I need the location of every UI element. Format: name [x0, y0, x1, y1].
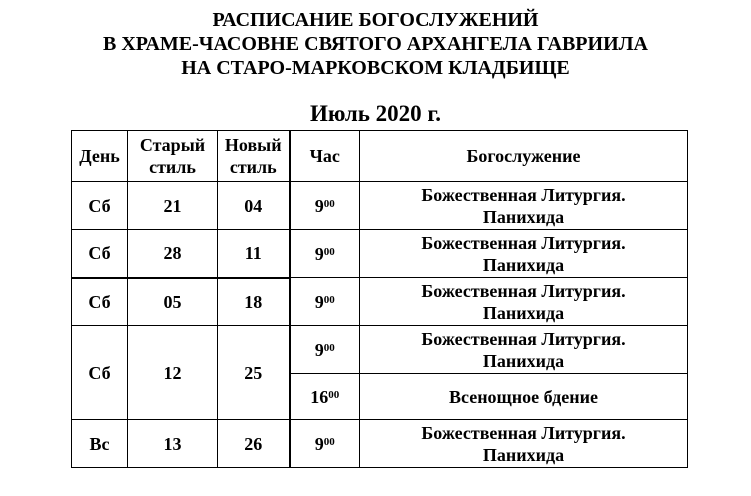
service-cell — [360, 420, 688, 468]
table-row — [72, 420, 688, 468]
service-cell — [360, 278, 688, 326]
day-cell: Сб — [72, 278, 128, 326]
service-line-2: Панихида — [482, 206, 565, 227]
title-line-3: НА СТАРО-МАРКОВСКОМ КЛАДБИЩЕ — [181, 57, 570, 79]
table-row — [72, 326, 688, 374]
time-cell — [290, 326, 360, 374]
old-style-cell: 21 — [128, 182, 218, 230]
old-style-cell: 13 — [128, 420, 218, 468]
old-style-cell: 28 — [128, 230, 218, 278]
column-header-service: Богослужение — [360, 131, 688, 182]
day-cell: Сб — [72, 326, 128, 420]
column-header-day: День — [72, 131, 128, 182]
old-style-cell: 05 — [128, 278, 218, 326]
time-cell — [290, 420, 360, 468]
time-minutes: 00 — [323, 245, 335, 258]
day-cell: Сб — [72, 230, 128, 278]
new-style-cell: 04 — [218, 182, 290, 230]
day-cell: Сб — [72, 182, 128, 230]
time-hour: 9 — [314, 195, 324, 216]
time-minutes: 00 — [323, 197, 335, 210]
service-cell — [360, 182, 688, 230]
table-header-row — [72, 131, 688, 182]
time-hour: 9 — [314, 243, 324, 264]
time-hour: 9 — [314, 433, 324, 454]
time-hour: 16 — [310, 386, 329, 407]
service-line-2: Панихида — [482, 444, 565, 465]
table-row — [72, 230, 688, 278]
service-cell — [360, 374, 688, 420]
time-cell — [290, 374, 360, 420]
service-line-2: Панихида — [482, 350, 565, 371]
time-cell — [290, 182, 360, 230]
service-cell — [360, 230, 688, 278]
new-style-cell: 25 — [218, 326, 290, 420]
table-row — [72, 278, 688, 326]
time-minutes: 00 — [323, 341, 335, 354]
time-hour: 9 — [314, 339, 324, 360]
column-header-new-style: Новый стиль — [218, 131, 290, 182]
time-minutes: 00 — [328, 388, 340, 401]
time-minutes: 00 — [323, 435, 335, 448]
new-style-cell: 26 — [218, 420, 290, 468]
table-row — [72, 182, 688, 230]
service-line-2: Панихида — [482, 254, 565, 275]
time-cell — [290, 278, 360, 326]
service-line-1: Божественная Литургия. — [421, 232, 626, 253]
service-line-2: Панихида — [482, 302, 565, 323]
service-cell — [360, 326, 688, 374]
time-cell — [290, 230, 360, 278]
old-style-cell: 12 — [128, 326, 218, 420]
title-line-2: В ХРАМЕ-ЧАСОВНЕ СВЯТОГО АРХАНГЕЛА ГАВРИИЛА — [103, 33, 648, 55]
new-style-cell: 11 — [218, 230, 290, 278]
service-line-1: Божественная Литургия. — [421, 422, 626, 443]
service-line-1: Божественная Литургия. — [421, 328, 626, 349]
title-line-1: РАСПИСАНИЕ БОГОСЛУЖЕНИЙ — [212, 9, 539, 31]
service-line-1: Божественная Литургия. — [421, 184, 626, 205]
day-cell: Вс — [72, 420, 128, 468]
column-header-time: Час — [290, 131, 360, 182]
month-heading: Июль 2020 г. — [309, 101, 442, 126]
new-style-cell: 18 — [218, 278, 290, 326]
time-hour: 9 — [314, 291, 324, 312]
schedule-table — [71, 130, 688, 468]
column-header-old-style: Старый стиль — [128, 131, 218, 182]
service-line-1: Всенощное бдение — [448, 386, 598, 407]
service-line-1: Божественная Литургия. — [421, 280, 626, 301]
time-minutes: 00 — [323, 293, 335, 306]
